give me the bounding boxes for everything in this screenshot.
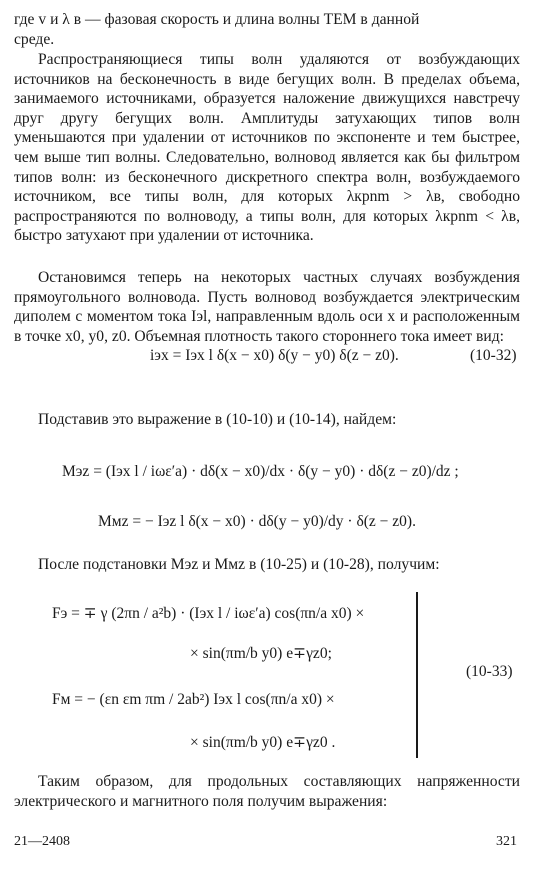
- signature-mark: 21—2408: [14, 834, 70, 849]
- equation-fe-line-2: × sin(πm/b y0) e∓γz0;: [190, 645, 332, 662]
- page-number: 321: [496, 834, 517, 849]
- para-conclusion: Таким образом, для продольных составляющих напряженности электрического и магнитного поля получим выражения:: [14, 773, 520, 810]
- equation-fe-line-1: Fэ = ∓ γ (2πn / a²b) · (Iэx l / iωε′а) cos(πn/a x0) ×: [52, 605, 365, 622]
- para-excitation: Остановимся теперь на некоторых частных случаях возбуждения прямоугольного волновода. Пусть волновод возбуждается электрическим диполем с моментом тока Iэl, направленным вдоль оси x и расположенным в точке x0, y0, z0. Объемная плотность такого стороннего тока имеет вид:: [14, 269, 520, 345]
- para-propagating-waves: Распространяющиеся типы волн удаляются от возбуждающих источников на бесконечность в виде бегущих волн. В пределах объема, занимаемого источниками, образуется наложение движущихся навстречу друг другу бегущих волн. Амплитуды затухающих типов волн уменьшаются при удалении от источников по экспоненте и тем быстрее, чем выше тип волны. Следовательно, волновод является как бы фильтром типов волн: из бесконечного дискретного спектра волн, возбуждаемого источником, все типы волн, для которых λкрnm > λв, свободно распространяются по волноводу, а типы волн, для которых λкрnm < λв, быстро затухают при удалении от источника.: [14, 51, 520, 245]
- para-after-substitution: После подстановки Mэz и Mмz в (10-25) и (10-28), получим:: [38, 556, 440, 573]
- equation-10-32: iэx = Iэx l δ(x − x0) δ(y − y0) δ(z − z0).: [150, 347, 399, 364]
- equation-mz-magnetic: Mмz = − Iэz l δ(x − x0) · dδ(y − y0)/dy · δ(z − z0).: [98, 513, 416, 530]
- equation-fm-line-2: × sin(πm/b y0) e∓γz0 .: [190, 734, 336, 751]
- para-top: где v и λ в — фазовая скорость и длина волны ТЕМ в данной среде.: [14, 11, 420, 48]
- equation-number-10-32: (10-32): [470, 347, 517, 364]
- para-substitution: Подставив это выражение в (10-10) и (10-14), найдем:: [38, 411, 397, 428]
- equation-number-10-33: (10-33): [466, 663, 513, 680]
- equation-mz-electric: Mэz = (Iэx l / iωε′а) · dδ(x − x0)/dx · δ(y − y0) · dδ(z − z0)/dz ;: [62, 463, 459, 480]
- equation-fm-line-1: Fм = − (εn εm πm / 2ab²) Iэx l cos(πn/a x0) ×: [52, 691, 335, 708]
- equation-group-brace: [412, 592, 418, 758]
